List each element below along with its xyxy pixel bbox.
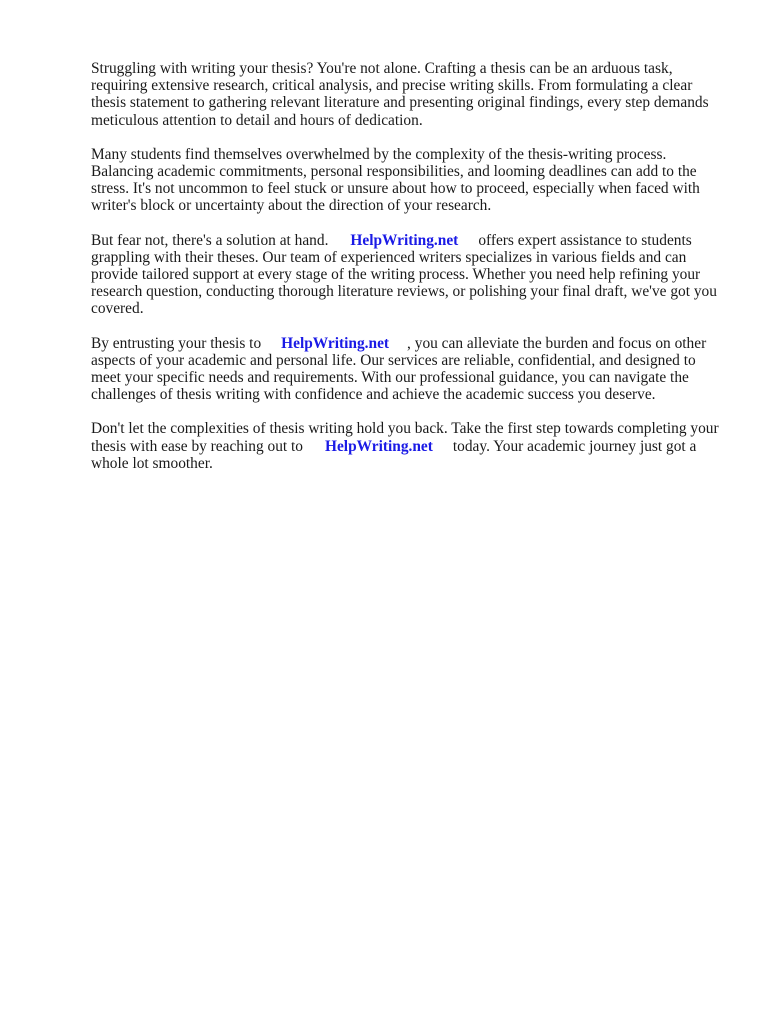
- paragraph-struggles-text: Many students find themselves overwhelmed by the complexity of the thesis-writing process. Balancing academic commitments, personal responsibilities, and looming deadlines can add to the stress. It's not uncommon to feel stuck or unsure about how to proceed, especially when faced with writer's block or uncertainty about the direction of your research.: [91, 145, 700, 215]
- helpwriting-link[interactable]: HelpWriting.net: [281, 334, 390, 352]
- helpwriting-link[interactable]: HelpWriting.net: [325, 437, 433, 455]
- paragraph-struggles: [91, 146, 723, 215]
- paragraph-benefits-rest: , you can alleviate the burden and focus on other aspects of your academic and personal life. Our services are reliable, confidential, and designed to meet your specific needs and requirements. With our professional guidance, you can navigate the challenges of thesis writing with confidence and achieve the academic success you deserve.: [91, 334, 707, 404]
- paragraph-cta-lead: Don't let the complexities of thesis writing hold you back. Take the first step towards completing your thesis with ease by reaching out to: [91, 420, 719, 455]
- paragraph-call-to-action: [91, 420, 723, 472]
- paragraph-intro: [91, 60, 723, 129]
- paragraph-cta-rest: today. Your academic journey just got a whole lot smoother.: [91, 437, 697, 472]
- paragraph-solution-rest: offers expert assistance to students grappling with their theses. Our team of experienced writers specializes in various fields and can provide tailored support at every stage of the writing process. Whether you need help refining your research question, conducting thorough literature reviews, or polishing your final draft, we've got you covered.: [91, 231, 717, 318]
- paragraph-solution-lead: But fear not, there's a solution at hand.: [91, 231, 329, 249]
- paragraph-intro-text: Struggling with writing your thesis? You're not alone. Crafting a thesis can be an arduous task, requiring extensive research, critical analysis, and precise writing skills. From formulating a clear thesis statement to gathering relevant literature and presenting original findings, every step demands meticulous attention to detail and hours of dedication.: [91, 60, 709, 129]
- paragraph-benefits: [91, 335, 723, 404]
- document-body: [91, 60, 723, 489]
- helpwriting-link[interactable]: HelpWriting.net: [350, 231, 459, 249]
- paragraph-benefits-lead: By entrusting your thesis to: [91, 334, 262, 352]
- paragraph-solution: [91, 232, 723, 318]
